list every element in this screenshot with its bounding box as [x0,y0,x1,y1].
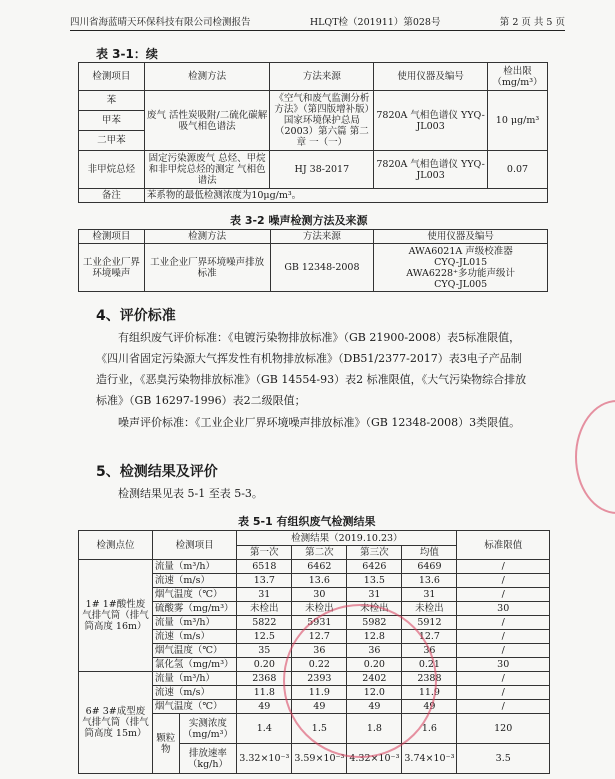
value-cell: 13.5 [347,574,402,588]
instrument-cell [374,244,548,292]
value-cell: 30 [292,588,347,602]
limit-cell: / [457,700,550,714]
value-cell: 2388 [402,672,457,686]
value-cell: 36 [292,644,347,658]
item-cell: 烟气温度（℃） [152,588,236,602]
item-cell: 流速（m/s） [152,574,236,588]
table-3-1-caption: 表 3-1：续 [96,47,158,61]
limit-cell: / [457,630,550,644]
value-cell: 6462 [292,560,347,574]
item-cell: 实测浓度（mg/m³） [179,714,237,744]
value-cell: 12.0 [347,686,402,700]
value-cell: 12.7 [292,630,347,644]
value-cell: 3.32×10⁻³ [237,744,292,774]
report-number: HLQT检（201911）第028号 [309,17,441,28]
instrument-cell: 7820A 气相色谱仪 YYQ-JL003 [374,91,488,151]
value-cell: 1.5 [292,714,347,744]
limit-cell: / [457,686,550,700]
value-cell: 31 [237,588,292,602]
edge-seal [575,400,615,514]
point-header: 检测点位 [79,531,153,560]
limit-cell: / [457,616,550,630]
value-cell: 1.8 [347,714,402,744]
value-cell: 0.20 [237,658,292,672]
section-5-title: 5、检测结果及评价 [96,464,218,480]
item-cell: 工业企业厂界环境噪声 [79,244,145,292]
value-cell: 31 [402,588,457,602]
page-number: 第 2 页 共 5 页 [499,17,565,28]
header-cell: 检测项目 [79,63,145,91]
value-cell: 12.8 [347,630,402,644]
value-cell: 5931 [292,616,347,630]
header-cell: 方法来源 [270,230,374,244]
limit-header: 标准限值 [457,531,550,560]
table-3-2 [78,229,548,292]
item-cell: 流速（m/s） [152,630,236,644]
value-cell: 0.20 [347,658,402,672]
value-cell: 6426 [347,560,402,574]
value-cell: 未检出 [292,602,347,616]
method-cell: 废气 活性炭吸附/二硫化碳解吸气相色谱法 [144,91,270,151]
method-cell: 固定污染源废气 总烃、甲烷和非甲烷总烃的测定 气相色谱法 [144,151,270,189]
instrument-line: AWA6021A 声级校准器 [408,245,513,257]
item-cell: 硫酸雾（mg/m³） [152,602,236,616]
value-cell: 12.7 [402,630,457,644]
item-cell: 排放速率（kg/h） [179,744,237,774]
item-cell: 流量（m³/h） [152,560,236,574]
value-cell: 2368 [237,672,292,686]
limit-cell: 30 [457,602,550,616]
limit-cell: / [457,588,550,602]
limit-cell: 120 [457,714,550,744]
value-cell: 11.9 [292,686,347,700]
value-cell: 36 [347,644,402,658]
header-cell: 使用仪器及编号 [374,63,488,91]
limit-cell: 10 μg/m³ [487,91,547,151]
value-cell: 5822 [237,616,292,630]
source-cell: 《空气和废气监测分析方法》（第四版增补版）国家环境保护总局（2003）第六篇 第二章 一（一） [270,91,374,151]
value-cell: 2402 [347,672,402,686]
value-cell: 3.59×10⁻³ [292,744,347,774]
header-cell: 检测方法 [144,63,270,91]
value-cell: 49 [347,700,402,714]
value-cell: 12.5 [237,630,292,644]
value-cell: 未检出 [237,602,292,616]
value-cell: 2393 [292,672,347,686]
source-cell: GB 12348-2008 [270,244,374,292]
value-cell: 36 [402,644,457,658]
value-cell: 31 [347,588,402,602]
particle-label: 颗粒物 [152,714,179,774]
value-cell: 0.22 [292,658,347,672]
item-cell: 烟气温度（℃） [152,644,236,658]
section-5-paragraph: 检测结果见表 5-1 至表 5-3。 [118,487,263,500]
section-4-paragraph-2: 噪声评价标准：《工业企业厂界环境噪声排放标准》（GB 12348-2008）3类限值。 [118,416,521,429]
source-cell: HJ 38-2017 [270,151,374,189]
value-cell: 5912 [402,616,457,630]
value-cell: 4.32×10⁻³ [347,744,402,774]
header-cell: 检测项目 [79,230,145,244]
inspection-seal [283,604,437,758]
instrument-line: CYQ-JL015 [434,256,488,268]
instrument-line: AWA6228⁺多功能声级计 [406,267,516,279]
limit-cell: 0.07 [487,151,547,189]
header-cell: 检测方法 [144,230,270,244]
value-cell: 13.6 [402,574,457,588]
value-cell: 49 [237,700,292,714]
instrument-line: CYQ-JL005 [434,278,488,290]
value-cell: 1.6 [402,714,457,744]
value-cell: 0.21 [402,658,457,672]
instrument-cell: 7820A 气相色谱仪 YYQ-JL003 [374,151,488,189]
table-5-1-caption: 表 5-1 有组织废气检测结果 [238,515,376,528]
section-4-title: 4、评价标准 [96,308,176,324]
table-3-1 [78,62,548,203]
method-cell: 工业企业厂界环境噪声排放标准 [144,244,270,292]
header-cell: 检出限（mg/m³） [487,63,547,91]
company-name: 四川省海蓝晴天环保科技有限公司检测报告 [70,17,251,28]
limit-cell: 30 [457,658,550,672]
sub-header: 第二次 [292,546,347,560]
table-3-2-caption: 表 3-2 噪声检测方法及来源 [230,214,368,227]
sub-header: 第三次 [347,546,402,560]
header-cell: 方法来源 [270,63,374,91]
point-cell: 1# 1#酸性废气排气筒（排气筒高度 16m） [79,560,153,672]
limit-cell: / [457,672,550,686]
item-cell: 流量（m³/h） [152,672,236,686]
limit-cell: / [457,574,550,588]
limit-cell: / [457,560,550,574]
item-cell: 流量（m³/h） [152,616,236,630]
item-header: 检测项目 [152,531,236,560]
note-text: 苯系物的最低检测浓度为10μg/m³。 [144,189,547,203]
value-cell: 3.74×10⁻³ [402,744,457,774]
value-cell: 6518 [237,560,292,574]
limit-cell: 3.5 [457,744,550,774]
value-cell: 6469 [402,560,457,574]
value-cell: 5982 [347,616,402,630]
note-label: 备注 [79,189,145,203]
sub-header: 第一次 [237,546,292,560]
value-cell: 49 [292,700,347,714]
value-cell: 49 [402,700,457,714]
result-header: 检测结果（2019.10.23） [237,531,457,546]
item-cell: 流速（m/s） [152,686,236,700]
page-header [70,12,565,31]
value-cell: 13.6 [292,574,347,588]
section-4-paragraph-1: 有组织废气评价标准：《电镀污染物排放标准》（GB 21900-2008）表5标准限值，《四川省固定污染源大气挥发性有机物排放标准》（DB51/2377-2017）表3电子产品制造行业，《恶臭污染物排放标准》（GB 14554-93）表2 标准限值，《大气污染物综合排放标准》（GB 16297-1996）表2二级限值； [96,331,527,407]
sub-header: 均值 [402,546,457,560]
value-cell: 11.8 [237,686,292,700]
item-cell: 氯化氢（mg/m³） [152,658,236,672]
item-cell: 烟气温度（℃） [152,700,236,714]
item-cell: 二甲苯 [79,131,145,151]
item-cell: 甲苯 [79,111,145,131]
value-cell: 35 [237,644,292,658]
value-cell: 13.7 [237,574,292,588]
value-cell: 未检出 [402,602,457,616]
value-cell: 1.4 [237,714,292,744]
point-cell: 6# 3#成型废气排气筒（排气筒高度 15m） [79,672,153,774]
item-cell: 苯 [79,91,145,111]
value-cell: 11.9 [402,686,457,700]
limit-cell: / [457,644,550,658]
item-cell: 非甲烷总烃 [79,151,145,189]
header-cell: 使用仪器及编号 [374,230,548,244]
value-cell: 未检出 [347,602,402,616]
